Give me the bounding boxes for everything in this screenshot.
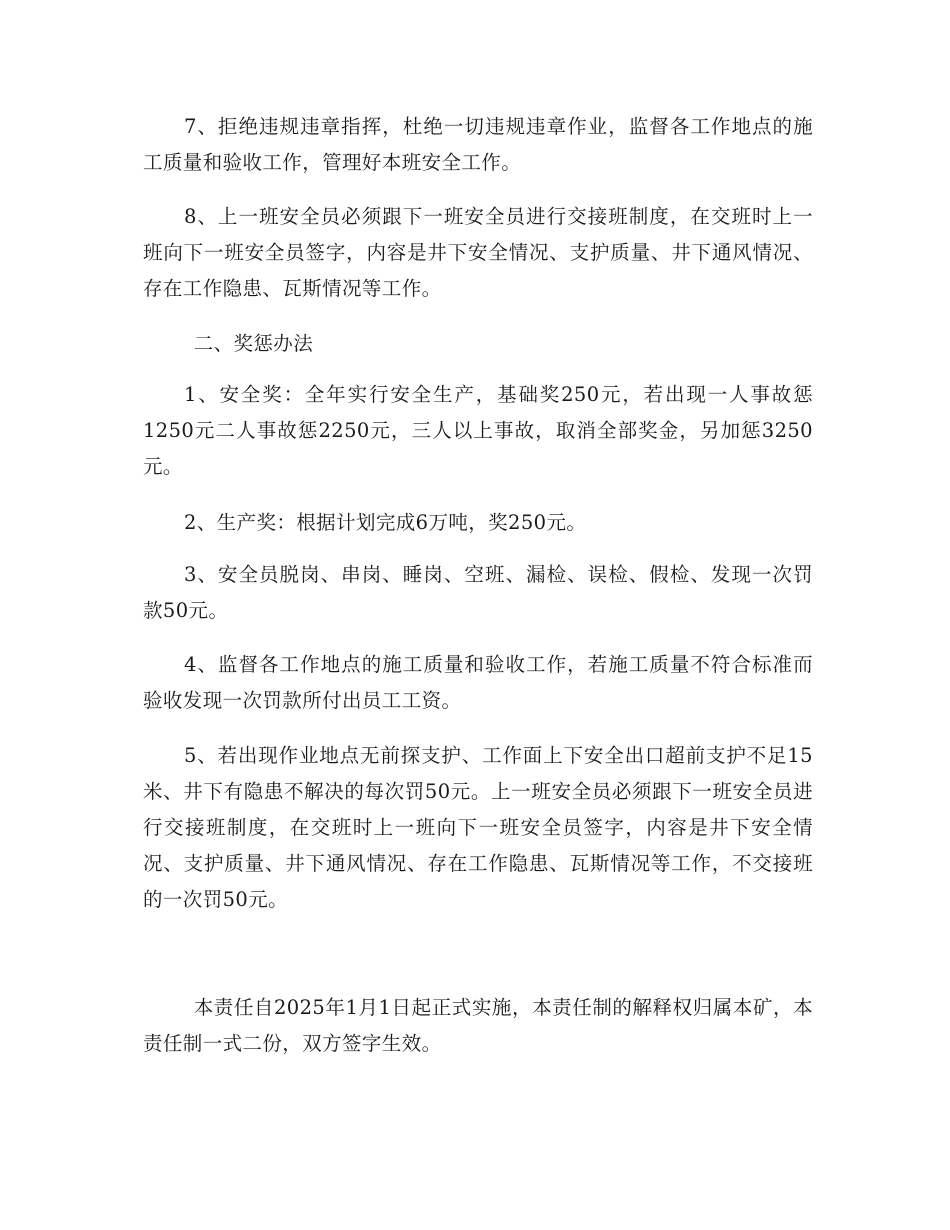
paragraph-item-7: 7、拒绝违规违章指挥，杜绝一切违规违章作业，监督各工作地点的施工质量和验收工作，管理好本班安全工作。 <box>143 115 813 174</box>
closing-statement: 本责任自2025年1月1日起正式实施，本责任制的解释权归属本矿，本责任制一式二份，双方签字生效。 <box>143 996 813 1055</box>
paragraph-item-8: 8、上一班安全员必须跟下一班安全员进行交接班制度，在交班时上一班向下一班安全员签字，内容是井下安全情况、支护质量、井下通风情况、存在工作隐患、瓦斯情况等工作。 <box>143 205 813 300</box>
rule-safety-officer-absence: 3、安全员脱岗、串岗、睡岗、空班、漏检、误检、假检、发现一次罚款50元。 <box>143 563 813 622</box>
rule-safety-award: 1、安全奖：全年实行安全生产，基础奖250元，若出现一人事故惩1250元二人事故惩2250元，三人以上事故，取消全部奖金，另加惩3250元。 <box>143 383 813 478</box>
section-heading-rewards-penalties: 二、奖惩办法 <box>193 332 314 355</box>
rule-support-and-handover: 5、若出现作业地点无前探支护、工作面上下安全出口超前支护不足15米、井下有隐患不解决的每次罚50元。上一班安全员必须跟下一班安全员进行交接班制度，在交班时上一班向下一班安全员签字，内容是井下安全情况、支护质量、井下通风情况、存在工作隐患、瓦斯情况等工作，不交接班的一次罚50元。 <box>143 744 813 911</box>
rule-construction-quality: 4、监督各工作地点的施工质量和验收工作，若施工质量不符合标准而验收发现一次罚款所付出员工工资。 <box>143 653 813 712</box>
rule-production-award: 2、生产奖：根据计划完成6万吨，奖250元。 <box>183 511 587 534</box>
